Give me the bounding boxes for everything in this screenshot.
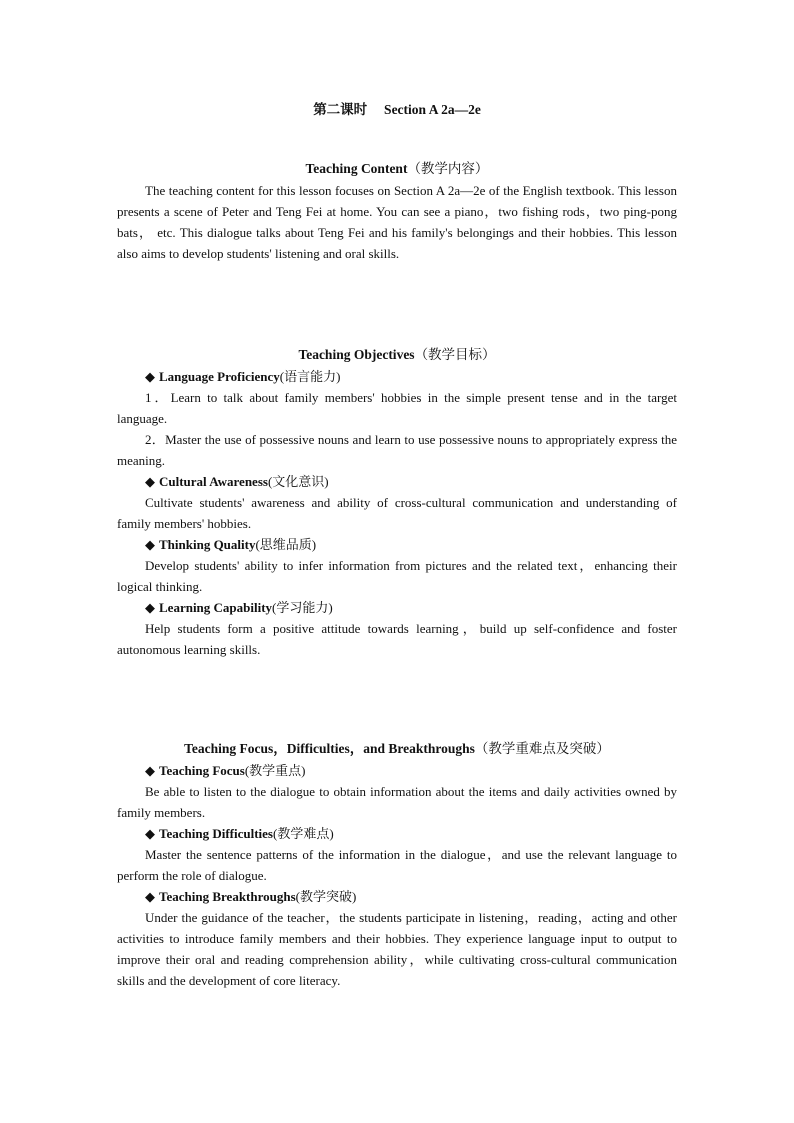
heading-cn: （教学重难点及突破）: [474, 741, 610, 756]
diamond-bullet-icon: ◆: [145, 826, 155, 841]
diamond-bullet-icon: ◆: [145, 474, 155, 489]
subheading-thinking-quality: ◆ Thinking Quality(思维品质): [145, 537, 317, 552]
heading-en: Teaching Objectives: [298, 347, 415, 362]
teaching-content-section: [117, 158, 677, 264]
heading-en: Teaching Content: [305, 161, 408, 176]
diamond-bullet-icon: ◆: [145, 763, 155, 778]
objective-paragraph: Cultivate students' awareness and ability of cross‑cultural communication and understanding of family members' hobbies.: [117, 495, 677, 531]
heading-cn: （教学内容）: [407, 161, 489, 176]
diamond-bullet-icon: ◆: [145, 369, 155, 384]
objective-paragraph: Help students form a positive attitude towards learning，build up self‑confidence and foster autonomous learning skills.: [117, 621, 677, 657]
heading-cn: （教学目标）: [414, 347, 496, 362]
focus-paragraph: Master the sentence patterns of the information in the dialogue，and use the relevant language to perform the role of dialogue.: [117, 847, 677, 883]
heading-en: Teaching Focus，Difficulties，and Breakthroughs: [184, 741, 475, 756]
lesson-title: 第二课时 Section A 2a—2e: [313, 102, 481, 117]
subheading-learning-capability: ◆ Learning Capability(学习能力): [145, 600, 333, 615]
diamond-bullet-icon: ◆: [145, 537, 155, 552]
subheading-teaching-difficulties: ◆ Teaching Difficulties(教学难点): [145, 826, 334, 841]
teaching-focus-section: [117, 738, 677, 991]
teaching-objectives-section: [117, 344, 677, 660]
objective-paragraph: 2．Master the use of possessive nouns and learn to use possessive nouns to appropriately express the meaning.: [117, 432, 677, 468]
teaching-objectives-heading: [117, 344, 677, 366]
focus-paragraph: Be able to listen to the dialogue to obtain information about the items and daily activities owned by family members.: [117, 784, 677, 820]
subheading-teaching-breakthroughs: ◆ Teaching Breakthroughs(教学突破): [145, 889, 357, 904]
subheading-teaching-focus: ◆ Teaching Focus(教学重点): [145, 763, 306, 778]
subheading-language-proficiency: ◆ Language Proficiency(语言能力): [145, 369, 341, 384]
teaching-content-heading: [117, 158, 677, 180]
teaching-content-paragraph: The teaching content for this lesson focuses on Section A 2a—2e of the English textbook. This lesson presents a scene of Peter and Teng Fei at home. You can see a piano，two fishing rods，two ping‑pong bats， etc. This dialogue talks about Teng Fei and his family's belongings and their hobbies. This lesson also aims to develop students' listening and oral skills.: [117, 183, 677, 261]
objective-paragraph: Develop students' ability to infer information from pictures and the related text，enhancing their logical thinking.: [117, 558, 677, 594]
focus-paragraph: Under the guidance of the teacher，the students participate in listening，reading，acting and other activities to introduce family members and their hobbies. They experience language input to output to improve their oral and reading comprehension ability，while cultivating cross‑cultural communication skills and the development of core literacy.: [117, 910, 677, 988]
objective-paragraph: 1．Learn to talk about family members' hobbies in the simple present tense and in the target language.: [117, 390, 677, 426]
diamond-bullet-icon: ◆: [145, 600, 155, 615]
teaching-focus-heading: [117, 738, 677, 760]
subheading-cultural-awareness: ◆ Cultural Awareness(文化意识): [145, 474, 329, 489]
diamond-bullet-icon: ◆: [145, 889, 155, 904]
